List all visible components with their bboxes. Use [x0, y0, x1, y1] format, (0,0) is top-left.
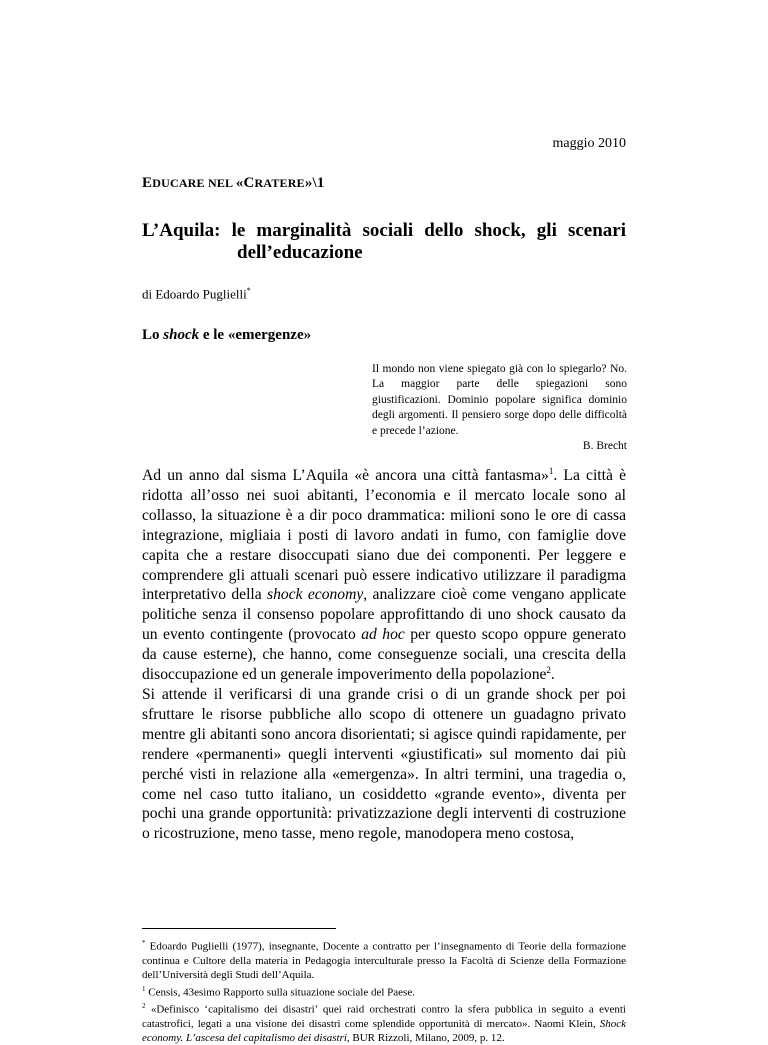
body-italic-ad-hoc: ad hoc — [361, 626, 405, 644]
footnote-ref-2: 2 — [546, 664, 551, 675]
footnote-separator — [142, 928, 336, 929]
footnote-mark: 2 — [142, 1002, 146, 1011]
body-text: . — [550, 666, 555, 684]
author-byline — [142, 286, 251, 302]
article-title — [142, 220, 626, 264]
body-text: . La città è ridotta all’osso nei suoi abitanti, l’economia e il mercato locale sono al collasso, la situazione è a dir poco drammatica: milioni sono le ore di cassa integrazione, migliaia i posti di lavoro andati in fumo, con famiglie dove capita che a restare disoccupati siano due dei componenti. Per leggere e comprendere gli attuali scenari può essere indicativo utilizzare il paradigma interpretativo della — [142, 467, 626, 604]
series-heading — [142, 175, 325, 192]
document-date: maggio 2010 — [552, 136, 626, 151]
footnote-text: Censis, 43esimo Rapporto sulla situazione sociale del Paese. — [145, 986, 415, 999]
footnote-ref-1: 1 — [548, 465, 554, 476]
article-body — [142, 466, 626, 844]
series-initial-e: E — [142, 175, 153, 191]
series-word-cratere: RATERE — [254, 176, 305, 190]
epigraph — [372, 362, 627, 454]
section-heading — [142, 327, 311, 344]
section-heading-italic: shock — [163, 327, 200, 343]
footnote-author — [142, 936, 626, 982]
body-paragraph-2: Si attende il verificarsi di una grande crisi o di un grande shock per poi sfruttare le risorse pubbliche allo scopo di ottenere un guadagno privato mentre gli abitanti sono ancora disorientati; si agisce quindi rapidamente, per rendere «permanenti» quegli interventi «giustificati» sul momento dai più perché visti in relazione alla «emergenza». In altri termini, una tragedia o, come nel caso tutto italiano, un cosiddetto «grande evento», diventa per pochi una grande opportunità: privatizzazione degli interventi di costruzione o ricostruzione, meno tasse, meno regole, manodopera meno costosa, — [142, 685, 626, 843]
footnote-2 — [142, 999, 626, 1045]
footnote-text: Edoardo Puglielli (1977), insegnante, Docente a contratto per l’insegnamento di Teorie della formazione continua e Cultore della materia in Pedagogia interculturale presso la Facoltà di Scienze della Formazione dell’Università degli Studi dell’Aquila. — [142, 940, 626, 981]
author-footnote-mark: * — [246, 286, 251, 295]
section-heading-post: e le «emergenze» — [199, 327, 312, 343]
body-text: per questo scopo oppure generato da cause esterne), che hanno, come conseguenze sociali, una crescita della disoccupazione ed un generale impoverimento della popolazione — [142, 626, 627, 684]
author-name: di Edoardo Puglielli — [142, 286, 247, 302]
title-line-1: L’Aquila: le marginalità sociali dello shock, gli scenari — [142, 220, 626, 241]
section-heading-pre: Lo — [142, 327, 164, 343]
series-suffix: »\1 — [304, 175, 325, 191]
footnote-text: , BUR Rizzoli, Milano, 2009, p. 12. — [346, 1031, 505, 1044]
series-open-quote: « — [235, 175, 244, 191]
body-text: , analizzare cioè come vengano applicate politiche senza il consenso popolare approfittando di uno shock causato da un evento contingente (provocato — [142, 586, 626, 644]
body-paragraph-1 — [142, 466, 626, 685]
footnote-book-title: Shock economy. L’ascesa del capitalismo dei disastri — [142, 1017, 626, 1044]
footnote-1 — [142, 982, 626, 1000]
footnotes — [142, 936, 626, 1045]
series-initial-c: C — [243, 175, 255, 191]
series-word-educare: DUCARE NEL — [152, 176, 236, 190]
footnote-text: «Definisco ‘capitalismo dei disastri’ quei raid orchestrati contro la sfera pubblica in seguito a eventi catastrofici, legati a una visione dei disastri come splendide opportunità di mercato». Naomi Klein, — [142, 1003, 626, 1030]
epigraph-text: Il mondo non viene spiegato già con lo spiegarlo? No. La maggior parte delle spiegazioni sono giustificazioni. Dominio popolare significa dominio degli argomenti. Il pensiero sorge dopo delle difficoltà e precede l’azione. — [372, 363, 627, 437]
epigraph-attribution: B. Brecht — [582, 440, 627, 453]
footnote-mark: 1 — [142, 984, 146, 993]
body-italic-shock-economy: shock economy — [267, 586, 364, 604]
footnote-mark: * — [142, 939, 146, 947]
title-line-2: dell’educazione — [237, 242, 363, 263]
body-text: Ad un anno dal sisma L’Aquila «è ancora una città fantasma» — [142, 467, 549, 484]
